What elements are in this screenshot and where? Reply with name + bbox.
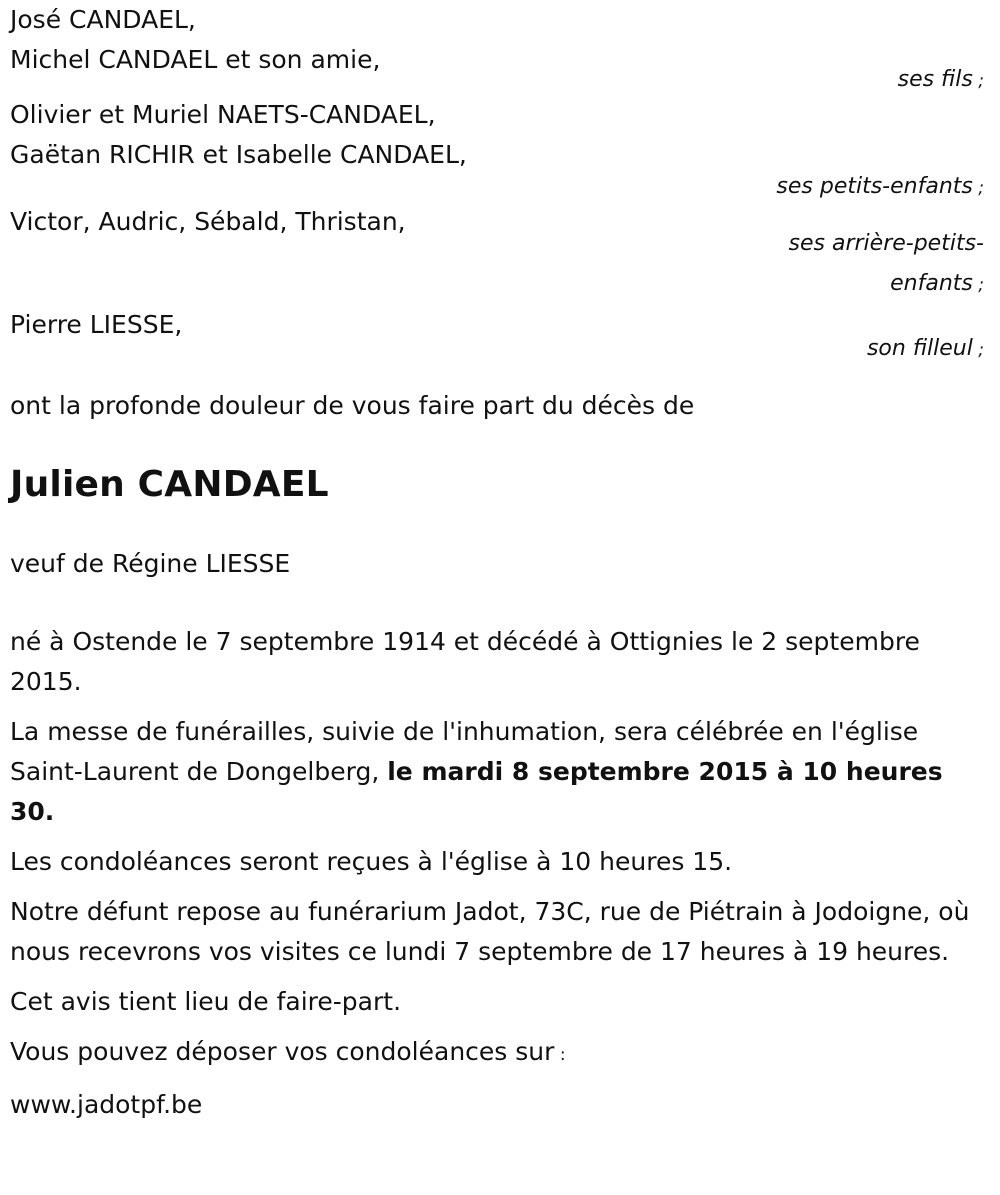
online-condolences-colon: : — [554, 1045, 566, 1065]
birth-death-text: né à Ostende le 7 septembre 1914 et décédé à Ottignies le 2 septembre 2015. — [10, 627, 920, 696]
funeral-date: le mardi 8 septembre 2015 à 10 heures 30. — [10, 757, 943, 826]
online-condolences-text: Vous pouvez déposer vos condoléances sur — [10, 1037, 555, 1066]
announcement-text: ont la profonde douleur de vous faire part du décès de — [10, 391, 695, 420]
family-name-line: Olivier et Muriel NAETS-CANDAEL, — [10, 100, 436, 129]
family-group-godson — [10, 305, 992, 370]
obituary-notice — [10, 0, 992, 1135]
funeral-text: La messe de funérailles, suivie de l'inhumation, sera célébrée en l'église Saint-Laurent de Dongelberg, — [10, 717, 919, 786]
family-group-grandchildren — [10, 95, 992, 208]
family-name-line: Victor, Audric, Sébald, Thristan, — [10, 207, 406, 236]
family-name-line: Gaëtan RICHIR et Isabelle CANDAEL, — [10, 140, 467, 169]
widow-line: veuf de Régine LIESSE — [10, 549, 291, 578]
online-condolences-paragraph — [10, 1032, 992, 1075]
family-name-line: Pierre LIESSE, — [10, 310, 183, 339]
family-name-line: Michel CANDAEL et son amie, — [10, 45, 381, 74]
family-role-label: son filleul — [866, 336, 973, 361]
family-role-label: ses fils — [897, 67, 973, 92]
role-semicolon: ; — [972, 71, 984, 91]
family-role-label: ses petits-enfants — [776, 174, 973, 199]
family-role-label: ses arrière-petits- — [788, 231, 984, 256]
family-group-sons — [10, 0, 992, 101]
role-semicolon: ; — [972, 178, 984, 198]
website-link[interactable]: www.jadotpf.be — [10, 1090, 203, 1119]
visitation-text: Notre défunt repose au funérarium Jadot, 73C, rue de Piétrain à Jodoigne, où nous recevrons vos visites ce lundi 7 septembre de 17 heures à 19 heures. — [10, 897, 970, 966]
family-role-label: enfants — [890, 271, 973, 296]
notice-text: Cet avis tient lieu de faire-part. — [10, 987, 402, 1016]
deceased-name: Julien CANDAEL — [10, 464, 329, 505]
role-semicolon: ; — [972, 340, 984, 360]
church-condolences-text: Les condoléances seront reçues à l'église à 10 heures 15. — [10, 847, 733, 876]
family-name-line: José CANDAEL, — [10, 5, 196, 34]
family-role — [10, 264, 992, 305]
family-group-great-grandchildren — [10, 202, 992, 305]
funeral-paragraph — [10, 712, 992, 832]
role-semicolon: ; — [972, 275, 984, 295]
